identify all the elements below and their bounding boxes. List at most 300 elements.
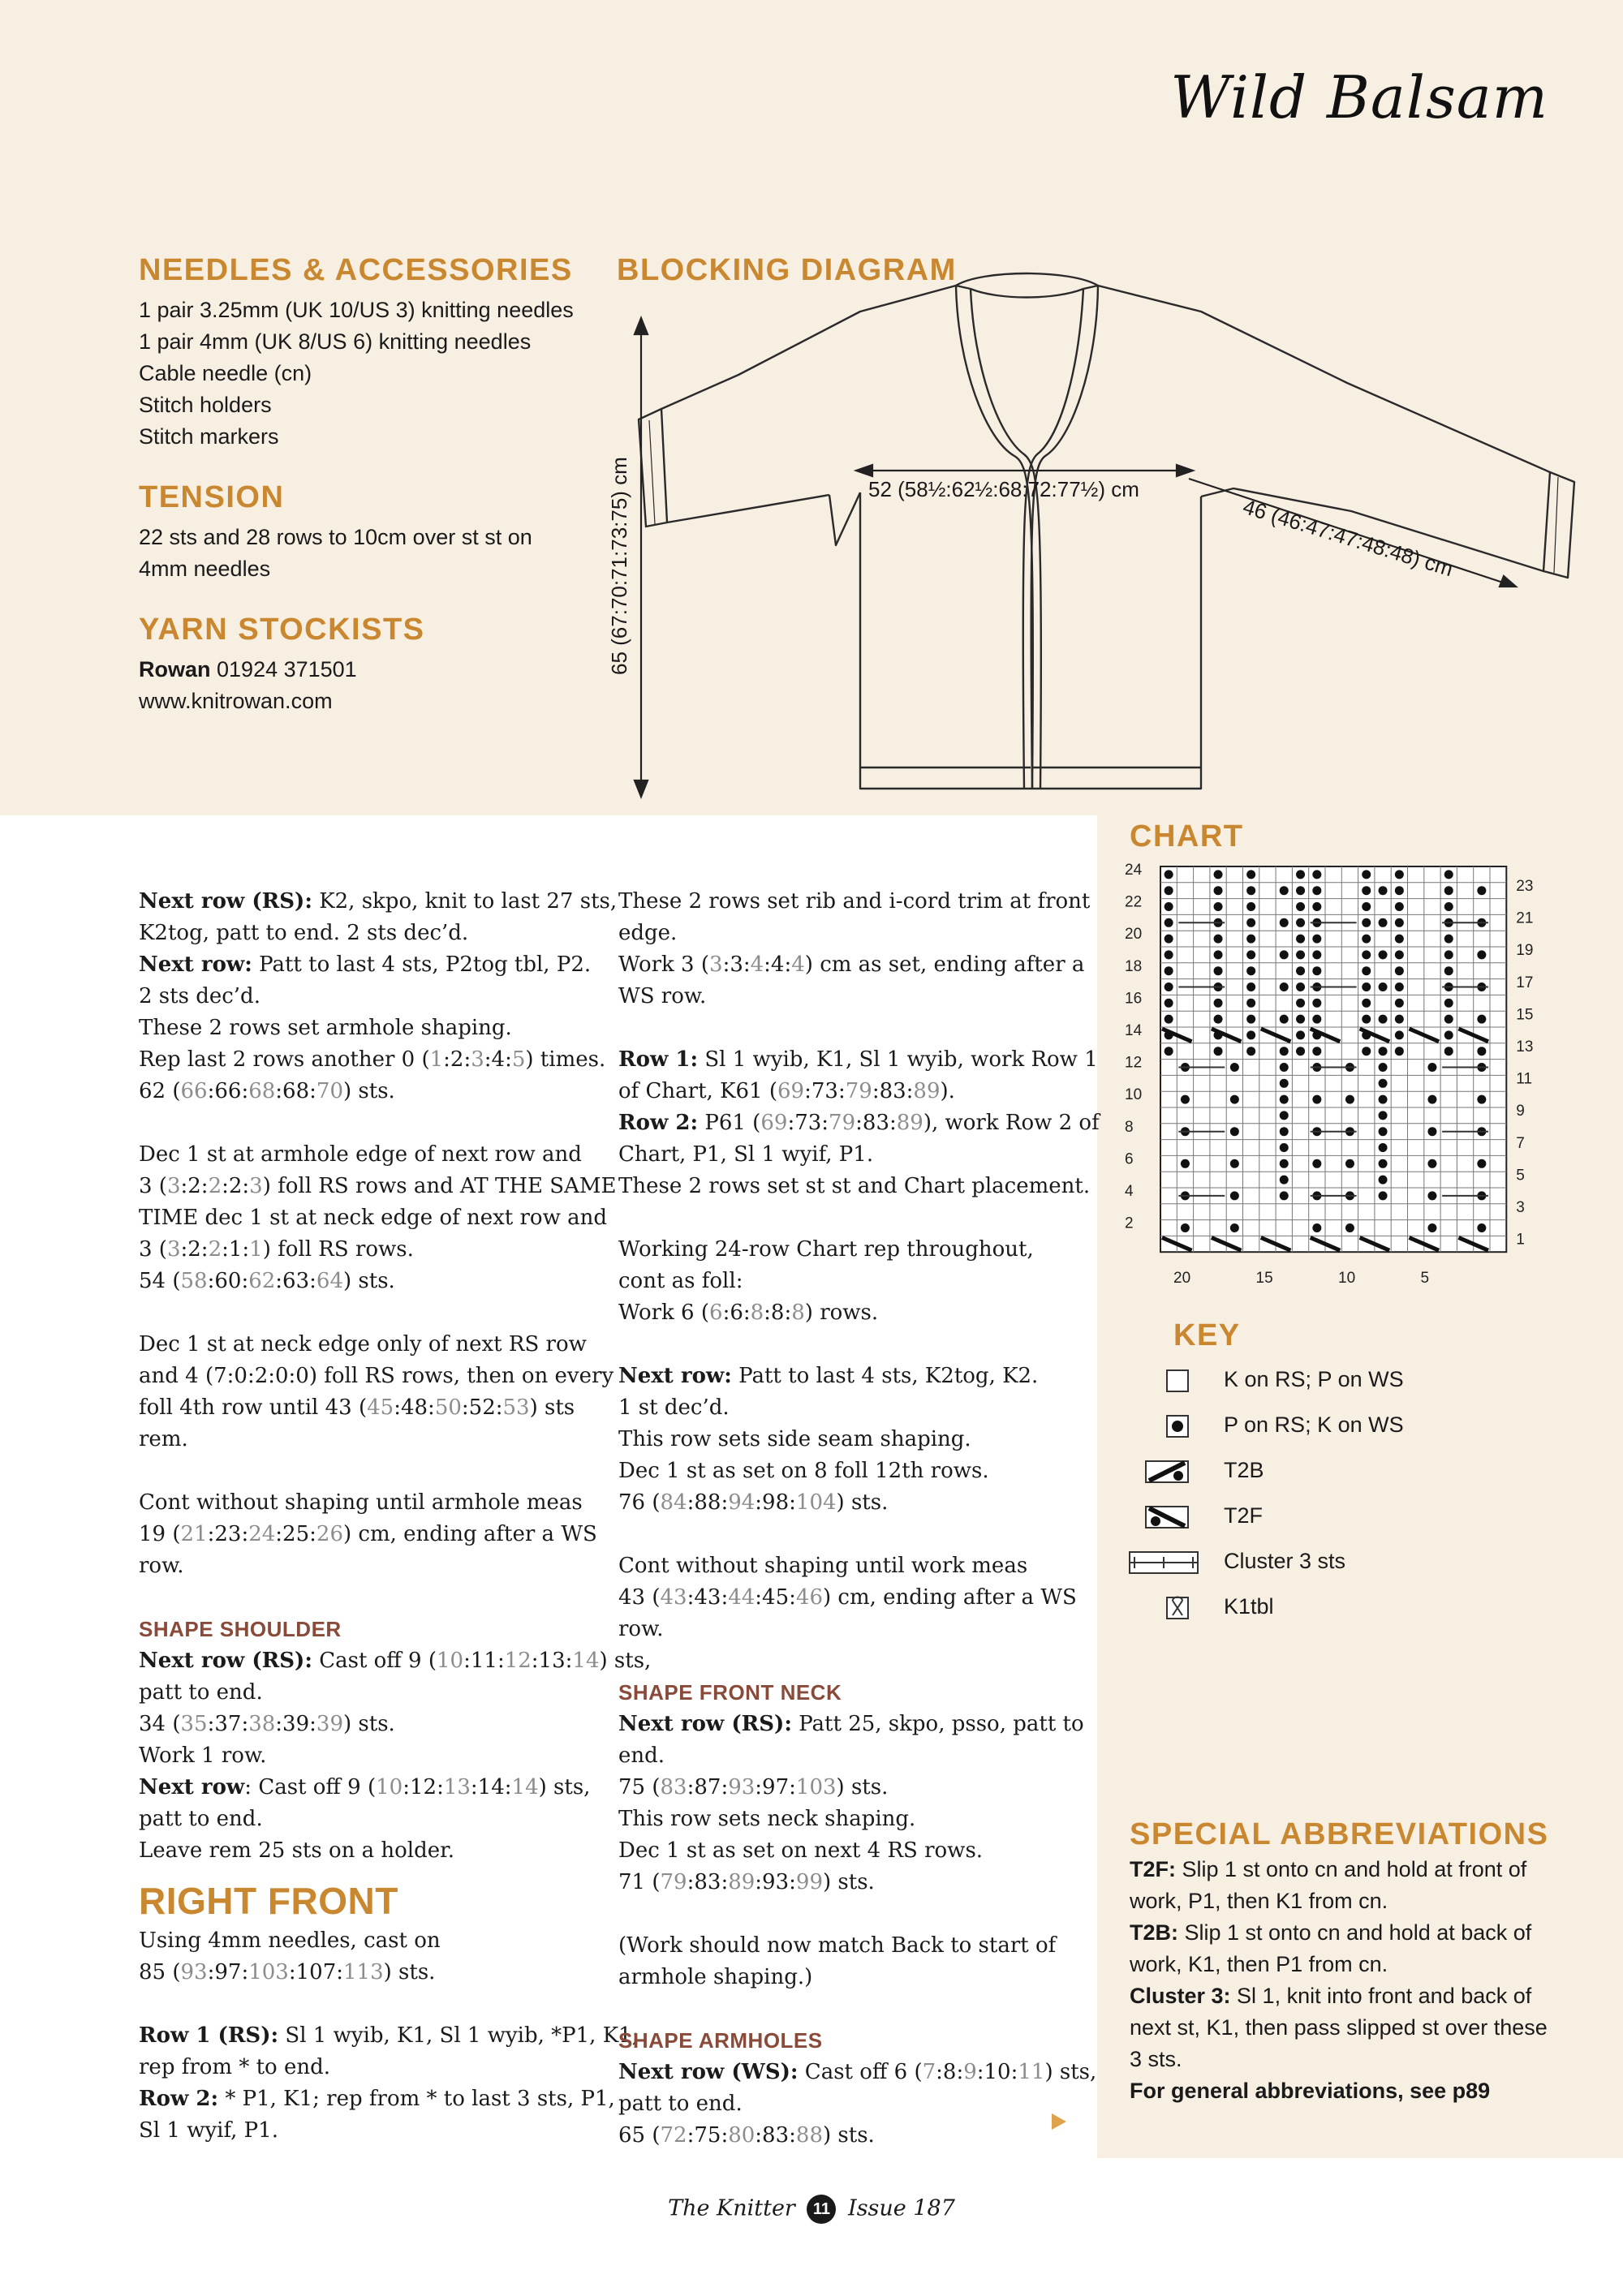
purl-dot bbox=[1296, 918, 1305, 927]
purl-dot bbox=[1395, 886, 1404, 895]
needles-line: 1 pair 4mm (UK 8/US 6) knitting needles bbox=[139, 329, 532, 354]
purl-dot bbox=[1379, 950, 1388, 959]
purl-dot bbox=[1280, 1111, 1289, 1120]
chart-row-number: 20 bbox=[1125, 926, 1143, 944]
purl-dot bbox=[1165, 870, 1173, 879]
purl-dot bbox=[1379, 1063, 1388, 1072]
purl-dot bbox=[1246, 918, 1255, 927]
purl-dot bbox=[1362, 982, 1371, 991]
purl-dot bbox=[1444, 935, 1453, 944]
purl-dot bbox=[1165, 902, 1173, 911]
chart-row-number: 5 bbox=[1516, 1167, 1525, 1185]
needles-block bbox=[139, 253, 593, 453]
k1tbl-icon bbox=[1128, 1593, 1193, 1625]
purl-dot bbox=[1214, 999, 1223, 1008]
purl-dot bbox=[1280, 1127, 1289, 1136]
purl-dot bbox=[1312, 950, 1321, 959]
purl-dot bbox=[1379, 1047, 1388, 1056]
instruction-text: Work 6 (6:6:8:8:8) rows. bbox=[618, 1301, 879, 1325]
needles-line: Stitch holders bbox=[139, 393, 272, 417]
purl-dot bbox=[1312, 966, 1321, 975]
purl-dot bbox=[1345, 1159, 1354, 1168]
purl-dot bbox=[1379, 1176, 1388, 1185]
purl-dot bbox=[1296, 950, 1305, 959]
purl-dot bbox=[1246, 1030, 1255, 1039]
purl-dot bbox=[1379, 918, 1388, 927]
purl-dot bbox=[1379, 982, 1388, 991]
instruction-text: K2, skpo, knit to last 27 sts, bbox=[312, 889, 618, 914]
purl-dot bbox=[1379, 886, 1388, 895]
purl-dot bbox=[1296, 1030, 1305, 1039]
instruction-text: Work 1 row. bbox=[139, 1743, 267, 1768]
purl-dot bbox=[1395, 902, 1404, 911]
instruction-text: end. bbox=[618, 1743, 665, 1768]
row-label: Next row (RS): bbox=[618, 1712, 792, 1736]
instruction-text: These 2 rows set armhole shaping. bbox=[139, 1016, 512, 1040]
instruction-text: TIME dec 1 st at neck edge of next row and bbox=[139, 1206, 607, 1230]
issue-number: Issue 187 bbox=[848, 2195, 955, 2221]
purl-dot bbox=[1427, 1127, 1436, 1136]
purl-dot bbox=[1477, 1095, 1486, 1104]
row-label: Next row bbox=[139, 1775, 245, 1799]
page-title: Wild Balsam bbox=[1170, 63, 1548, 131]
abbr-text: next st, K1, then pass slipped st over these bbox=[1130, 2015, 1548, 2040]
instruction-text: Cont without shaping until work meas bbox=[618, 1554, 1028, 1578]
purl-dot bbox=[1165, 999, 1173, 1008]
instruction-text: Dec 1 st at armhole edge of next row and bbox=[139, 1142, 582, 1167]
purl-dot bbox=[1312, 1159, 1321, 1168]
purl-dot bbox=[1395, 1047, 1404, 1056]
key-label: T2B bbox=[1224, 1458, 1264, 1482]
instruction-text: Work 3 (3:3:4:4:4) cm as set, ending after a bbox=[618, 952, 1085, 977]
purl-dot bbox=[1296, 902, 1305, 911]
row-label: Next row: bbox=[618, 1364, 732, 1388]
instruction-text: WS row. bbox=[618, 984, 707, 1008]
stitch-chart bbox=[1120, 860, 1542, 1298]
purl-dot bbox=[1362, 1047, 1371, 1056]
abbr-text: Slip 1 st onto cn and hold at back of bbox=[1178, 1920, 1532, 1945]
abbr-term: Cluster 3: bbox=[1130, 1984, 1231, 2008]
instruction-text: row. bbox=[139, 1554, 184, 1578]
instruction-text: These 2 rows set st st and Chart placement. bbox=[618, 1174, 1091, 1198]
cardigan-outline bbox=[607, 253, 1591, 813]
dot-square-icon bbox=[1128, 1411, 1193, 1443]
chart-row-number: 1 bbox=[1516, 1231, 1525, 1249]
purl-dot bbox=[1427, 1223, 1436, 1232]
chart-column-number: 15 bbox=[1255, 1270, 1273, 1288]
purl-dot bbox=[1395, 999, 1404, 1008]
purl-dot bbox=[1246, 999, 1255, 1008]
purl-dot bbox=[1427, 1191, 1436, 1200]
stockist-phone: 01924 371501 bbox=[210, 657, 357, 681]
instruction-text: This row sets neck shaping. bbox=[618, 1807, 916, 1831]
purl-dot bbox=[1296, 982, 1305, 991]
purl-dot bbox=[1296, 1047, 1305, 1056]
instruction-text: Cast off 9 (10:11:12:13:14) sts, bbox=[312, 1649, 652, 1673]
purl-dot bbox=[1362, 870, 1371, 879]
purl-dot bbox=[1379, 1159, 1388, 1168]
purl-dot bbox=[1444, 950, 1453, 959]
chart-column-number: 20 bbox=[1173, 1270, 1191, 1288]
purl-dot bbox=[1230, 1191, 1239, 1200]
instruction-text: 75 (83:87:93:97:103) sts. bbox=[618, 1775, 889, 1799]
key-label: T2F bbox=[1224, 1503, 1264, 1528]
instruction-text: : Cast off 9 (10:12:13:14:14) sts, bbox=[244, 1775, 591, 1799]
instruction-text: 62 (66:66:68:68:70) sts. bbox=[139, 1079, 395, 1103]
instruction-text: of Chart, K61 (69:73:79:83:89). bbox=[618, 1079, 955, 1103]
cluster-icon bbox=[1128, 1547, 1201, 1580]
purl-dot bbox=[1280, 1191, 1289, 1200]
abbr-term: T2B: bbox=[1130, 1920, 1178, 1945]
purl-dot bbox=[1444, 886, 1453, 895]
chart-row-number: 19 bbox=[1516, 942, 1534, 960]
section-heading: RIGHT FRONT bbox=[139, 1880, 398, 1922]
purl-dot bbox=[1280, 1047, 1289, 1056]
purl-dot bbox=[1230, 1223, 1239, 1232]
purl-dot bbox=[1312, 1223, 1321, 1232]
tension-heading: TENSION bbox=[139, 480, 285, 514]
instruction-text: Dec 1 st as set on 8 foll 12th rows. bbox=[618, 1459, 989, 1483]
purl-dot bbox=[1165, 966, 1173, 975]
purl-dot bbox=[1312, 1095, 1321, 1104]
purl-dot bbox=[1345, 1223, 1354, 1232]
chart-row-number: 24 bbox=[1125, 862, 1143, 879]
chart-row-number: 11 bbox=[1516, 1070, 1533, 1088]
purl-dot bbox=[1444, 902, 1453, 911]
abbr-text: 3 sts. bbox=[1130, 2047, 1182, 2071]
row-label: Next row (RS): bbox=[139, 889, 312, 914]
purl-dot bbox=[1165, 886, 1173, 895]
purl-dot bbox=[1395, 1015, 1404, 1024]
length-label: 65 (67:70:71:73:75) cm bbox=[607, 457, 631, 675]
purl-dot bbox=[1214, 1015, 1223, 1024]
purl-dot bbox=[1181, 1159, 1190, 1168]
purl-dot bbox=[1296, 870, 1305, 879]
purl-dot bbox=[1312, 935, 1321, 944]
materials-section bbox=[139, 253, 593, 745]
tension-line: 22 sts and 28 rows to 10cm over st st on bbox=[139, 525, 532, 549]
instruction-text: K2tog, patt to end. 2 sts dec’d. bbox=[139, 921, 469, 945]
instruction-text: 1 st dec’d. bbox=[618, 1395, 730, 1420]
stockist-web: www.knitrowan.com bbox=[139, 689, 333, 713]
t2f-cable-icon bbox=[1128, 1502, 1193, 1534]
instruction-text: These 2 rows set rib and i-cord trim at front bbox=[618, 889, 1091, 914]
row-label: Next row: bbox=[139, 952, 252, 977]
purl-dot bbox=[1230, 1127, 1239, 1136]
purl-dot bbox=[1280, 1095, 1289, 1104]
instruction-text: Cast off 6 (7:8:9:10:11) sts, bbox=[798, 2060, 1097, 2084]
purl-dot bbox=[1379, 1015, 1388, 1024]
purl-dot bbox=[1379, 1111, 1388, 1120]
chart-grid bbox=[1160, 866, 1506, 1252]
instruction-text: 71 (79:83:89:93:99) sts. bbox=[618, 1870, 875, 1894]
purl-dot bbox=[1379, 1127, 1388, 1136]
row-label: Row 1: bbox=[618, 1047, 699, 1072]
purl-dot bbox=[1379, 1143, 1388, 1152]
instruction-text: patt to end. bbox=[139, 1807, 263, 1831]
purl-dot bbox=[1296, 966, 1305, 975]
purl-dot bbox=[1362, 935, 1371, 944]
instruction-text: and 4 (7:0:2:0:0) foll RS rows, then on every bbox=[139, 1364, 614, 1388]
purl-dot bbox=[1214, 935, 1223, 944]
stockist-brand: Rowan bbox=[139, 657, 211, 681]
purl-dot bbox=[1312, 999, 1321, 1008]
chart-row-number: 6 bbox=[1125, 1150, 1134, 1168]
instruction-text: Cont without shaping until armhole meas bbox=[139, 1490, 583, 1515]
chart-row-number: 17 bbox=[1516, 974, 1534, 991]
purl-dot bbox=[1362, 918, 1371, 927]
purl-dot bbox=[1477, 1015, 1486, 1024]
chart-left-numbers bbox=[1125, 862, 1143, 1232]
purl-dot bbox=[1477, 1047, 1486, 1056]
page-number: 11 bbox=[807, 2195, 836, 2224]
purl-dot bbox=[1296, 935, 1305, 944]
instruction-text: 2 sts dec’d. bbox=[139, 984, 260, 1008]
row-label: Row 1 (RS): bbox=[139, 2023, 279, 2048]
instruction-text: 19 (21:23:24:25:26) cm, ending after a WS bbox=[139, 1522, 597, 1546]
instruction-text: cont as foll: bbox=[618, 1269, 743, 1293]
purl-dot bbox=[1395, 1030, 1404, 1039]
purl-dot bbox=[1362, 966, 1371, 975]
instruction-text: 3 (3:2:2:2:3) foll RS rows and AT THE SAME bbox=[139, 1174, 617, 1198]
abbr-text: work, P1, then K1 from cn. bbox=[1130, 1889, 1388, 1913]
chart-row-number: 18 bbox=[1125, 957, 1143, 975]
purl-dot bbox=[1296, 886, 1305, 895]
purl-dot bbox=[1280, 1176, 1289, 1185]
purl-dot bbox=[1181, 1223, 1190, 1232]
purl-dot bbox=[1165, 950, 1173, 959]
purl-dot bbox=[1444, 1015, 1453, 1024]
instruction-text: 54 (58:60:62:63:64) sts. bbox=[139, 1269, 395, 1293]
chart-row-number: 4 bbox=[1125, 1183, 1134, 1200]
purl-dot bbox=[1444, 870, 1453, 879]
purl-dot bbox=[1395, 982, 1404, 991]
row-label: Next row (WS): bbox=[618, 2060, 799, 2084]
page-footer bbox=[0, 2195, 1623, 2224]
purl-dot bbox=[1214, 886, 1223, 895]
width-label: 52 (58½:62½:68:72:77½) cm bbox=[868, 477, 1139, 501]
purl-dot bbox=[1280, 1159, 1289, 1168]
blocking-diagram bbox=[607, 253, 1591, 813]
purl-dot bbox=[1296, 999, 1305, 1008]
key-label: K1tbl bbox=[1224, 1594, 1274, 1619]
purl-dot bbox=[1395, 966, 1404, 975]
instruction-text: row. bbox=[618, 1617, 664, 1641]
purl-dot bbox=[1165, 1047, 1173, 1056]
purl-dot bbox=[1312, 870, 1321, 879]
purl-dot bbox=[1477, 950, 1486, 959]
purl-dot bbox=[1246, 1015, 1255, 1024]
purl-dot bbox=[1312, 902, 1321, 911]
instruction-text: P61 (69:73:79:83:89), work Row 2 of bbox=[698, 1111, 1100, 1135]
purl-dot bbox=[1246, 950, 1255, 959]
purl-dot bbox=[1165, 935, 1173, 944]
key-label: P on RS; K on WS bbox=[1224, 1412, 1404, 1437]
purl-dot bbox=[1312, 1015, 1321, 1024]
magazine-name: The Knitter bbox=[668, 2195, 795, 2221]
instruction-text: 76 (84:88:94:98:104) sts. bbox=[618, 1490, 889, 1515]
tension-block bbox=[139, 480, 593, 585]
key-label: Cluster 3 sts bbox=[1224, 1549, 1346, 1573]
stockists-block bbox=[139, 613, 593, 717]
purl-dot bbox=[1395, 870, 1404, 879]
special-abbreviations bbox=[1130, 1817, 1584, 2107]
purl-dot bbox=[1362, 902, 1371, 911]
instruction-text: * P1, K1; rep from * to last 3 sts, P1, bbox=[218, 2087, 615, 2111]
instruction-text: Patt to last 4 sts, K2tog, K2. bbox=[731, 1364, 1039, 1388]
purl-dot bbox=[1312, 1047, 1321, 1056]
chart-row-number: 9 bbox=[1516, 1103, 1525, 1120]
instruction-text: patt to end. bbox=[139, 1680, 263, 1705]
row-label: Row 2: bbox=[618, 1111, 699, 1135]
instruction-text: (Work should now match Back to start of bbox=[618, 1933, 1057, 1958]
purl-dot bbox=[1246, 982, 1255, 991]
t2b-cable-icon bbox=[1128, 1456, 1193, 1489]
purl-dot bbox=[1427, 1095, 1436, 1104]
instruction-text: 65 (72:75:80:83:88) sts. bbox=[618, 2123, 875, 2148]
purl-dot bbox=[1444, 1030, 1453, 1039]
instruction-text: Dec 1 st as set on next 4 RS rows. bbox=[618, 1838, 984, 1863]
purl-dot bbox=[1165, 1015, 1173, 1024]
purl-dot bbox=[1379, 1079, 1388, 1088]
purl-dot bbox=[1165, 982, 1173, 991]
purl-dot bbox=[1379, 1095, 1388, 1104]
purl-dot bbox=[1345, 1095, 1354, 1104]
instruction-text: 85 (93:97:103:107:113) sts. bbox=[139, 1960, 436, 1984]
empty-square-icon bbox=[1128, 1365, 1193, 1398]
purl-dot bbox=[1246, 1047, 1255, 1056]
needles-line: Stitch markers bbox=[139, 424, 279, 449]
purl-dot bbox=[1214, 870, 1223, 879]
abbr-term: T2F: bbox=[1130, 1857, 1176, 1881]
chart-row-number: 2 bbox=[1125, 1215, 1134, 1232]
purl-dot bbox=[1280, 886, 1289, 895]
stockists-heading: YARN STOCKISTS bbox=[139, 613, 425, 647]
purl-dot bbox=[1477, 1223, 1486, 1232]
purl-dot bbox=[1280, 982, 1289, 991]
purl-dot bbox=[1230, 1159, 1239, 1168]
purl-dot bbox=[1427, 1063, 1436, 1072]
purl-dot bbox=[1477, 1159, 1486, 1168]
general-abbr-note: For general abbreviations, see p89 bbox=[1130, 2079, 1491, 2103]
purl-dot bbox=[1246, 886, 1255, 895]
instruction-text: rem. bbox=[139, 1427, 188, 1451]
instruction-text: Patt 25, skpo, psso, patt to bbox=[791, 1712, 1084, 1736]
purl-dot bbox=[1444, 999, 1453, 1008]
purl-dot bbox=[1214, 966, 1223, 975]
purl-dot bbox=[1477, 886, 1486, 895]
tension-line: 4mm needles bbox=[139, 557, 271, 581]
instruction-text: 34 (35:37:38:39:39) sts. bbox=[139, 1712, 395, 1736]
instruction-text: Sl 1 wyif, P1. bbox=[139, 2118, 278, 2143]
instruction-text: Sl 1 wyib, K1, Sl 1 wyib, *P1, K1; bbox=[278, 2023, 639, 2048]
purl-dot bbox=[1246, 902, 1255, 911]
chart-column-number: 10 bbox=[1338, 1270, 1356, 1288]
instruction-text: Leave rem 25 sts on a holder. bbox=[139, 1838, 454, 1863]
chart-row-number: 12 bbox=[1125, 1054, 1143, 1072]
instruction-text: 43 (43:43:44:45:46) cm, ending after a WS bbox=[618, 1585, 1077, 1610]
chart-row-number: 10 bbox=[1125, 1086, 1143, 1104]
chart-row-number: 21 bbox=[1516, 909, 1534, 927]
purl-dot bbox=[1246, 870, 1255, 879]
chart-row-number: 14 bbox=[1125, 1022, 1143, 1039]
purl-dot bbox=[1280, 1143, 1289, 1152]
sleeve-label: 46 (46:47:47:48:48) cm bbox=[1240, 494, 1457, 582]
chart-right-numbers bbox=[1516, 878, 1533, 1249]
chart-row-number: 3 bbox=[1516, 1199, 1525, 1216]
instruction-text: patt to end. bbox=[618, 2092, 743, 2116]
instruction-text: Patt to last 4 sts, P2tog tbl, P2. bbox=[252, 952, 592, 977]
chart-column-numbers bbox=[1173, 1270, 1429, 1287]
purl-dot bbox=[1280, 1015, 1289, 1024]
purl-dot bbox=[1362, 999, 1371, 1008]
abbr-text: work, K1, then P1 from cn. bbox=[1130, 1952, 1388, 1976]
purl-dot bbox=[1214, 950, 1223, 959]
instruction-text: Using 4mm needles, cast on bbox=[139, 1928, 441, 1953]
purl-dot bbox=[1395, 935, 1404, 944]
instruction-text: Rep last 2 rows another 0 (1:2:3:4:5) times. bbox=[139, 1047, 606, 1072]
needles-line: 1 pair 3.25mm (UK 10/US 3) knitting needles bbox=[139, 298, 574, 322]
chart-row-number: 16 bbox=[1125, 990, 1143, 1008]
chart-row-number: 7 bbox=[1516, 1134, 1525, 1152]
purl-dot bbox=[1296, 1015, 1305, 1024]
instruction-text: This row sets side seam shaping. bbox=[618, 1427, 971, 1451]
instruction-text: Sl 1 wyib, K1, Sl 1 wyib, work Row 1 bbox=[698, 1047, 1098, 1072]
purl-dot bbox=[1395, 918, 1404, 927]
purl-dot bbox=[1246, 935, 1255, 944]
instruction-text: armhole shaping.) bbox=[618, 1965, 813, 1989]
purl-dot bbox=[1280, 1079, 1289, 1088]
purl-dot bbox=[1280, 918, 1289, 927]
chart-row-number: 13 bbox=[1516, 1038, 1534, 1056]
chart-row-number: 22 bbox=[1125, 893, 1143, 911]
purl-dot bbox=[1379, 1191, 1388, 1200]
abbr-text: Slip 1 st onto cn and hold at front of bbox=[1176, 1857, 1527, 1881]
purl-dot bbox=[1280, 950, 1289, 959]
purl-dot bbox=[1230, 1095, 1239, 1104]
chart-row-number: 8 bbox=[1125, 1118, 1134, 1136]
purl-dot bbox=[1280, 1063, 1289, 1072]
purl-dot bbox=[1444, 1047, 1453, 1056]
instruction-text: Working 24-row Chart rep throughout, bbox=[618, 1237, 1034, 1262]
key-heading: KEY bbox=[1173, 1318, 1241, 1352]
needles-heading: NEEDLES & ACCESSORIES bbox=[139, 253, 573, 287]
instruction-text: edge. bbox=[618, 921, 678, 945]
instruction-text: foll 4th row until 43 (45:48:50:52:53) sts bbox=[139, 1395, 575, 1420]
instruction-text: 3 (3:2:2:1:1) foll RS rows. bbox=[139, 1237, 414, 1262]
special-heading: SPECIAL ABBREVIATIONS bbox=[1130, 1817, 1549, 1851]
purl-dot bbox=[1312, 886, 1321, 895]
purl-dot bbox=[1444, 966, 1453, 975]
instructions-column-1 bbox=[139, 886, 652, 2178]
row-label: Row 2: bbox=[139, 2087, 219, 2111]
purl-dot bbox=[1246, 966, 1255, 975]
section-subheading: SHAPE FRONT NECK bbox=[618, 1680, 842, 1705]
purl-dot bbox=[1362, 950, 1371, 959]
row-label: Next row (RS): bbox=[139, 1649, 312, 1673]
purl-dot bbox=[1214, 902, 1223, 911]
section-subheading: SHAPE SHOULDER bbox=[139, 1617, 342, 1641]
purl-dot bbox=[1362, 1015, 1371, 1024]
key-label: K on RS; P on WS bbox=[1224, 1367, 1404, 1391]
chart-row-number: 15 bbox=[1516, 1006, 1534, 1024]
instruction-text: Dec 1 st at neck edge only of next RS row bbox=[139, 1332, 587, 1357]
chart-heading: CHART bbox=[1130, 819, 1244, 853]
continue-arrow-icon bbox=[1052, 2113, 1066, 2130]
instruction-text: Chart, P1, Sl 1 wyif, P1. bbox=[618, 1142, 874, 1167]
chart-column-number: 5 bbox=[1420, 1270, 1430, 1288]
purl-dot bbox=[1230, 1063, 1239, 1072]
